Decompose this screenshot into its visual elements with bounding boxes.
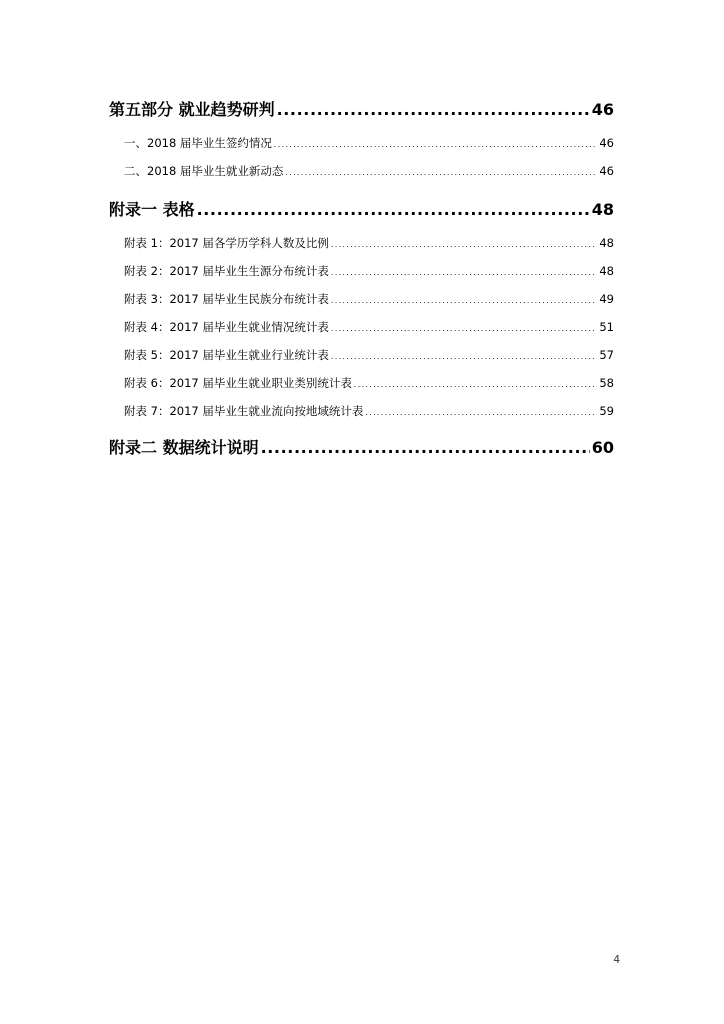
- dot-leader: [331, 240, 597, 249]
- toc-entry-section5[interactable]: [109, 97, 614, 120]
- dot-leader: [331, 268, 597, 277]
- toc-entry-label: 附表 3：2017 届毕业生民族分布统计表: [124, 292, 329, 306]
- toc-entry-label: 附录二 数据统计说明: [109, 438, 259, 457]
- toc-entry-page: 60: [591, 438, 614, 457]
- dot-leader: [354, 380, 597, 389]
- toc-entry-page: 46: [599, 136, 614, 150]
- dot-leader: [365, 408, 597, 417]
- toc-entry-label: 附表 1：2017 届各学历学科人数及比例: [124, 236, 329, 250]
- toc-entry-page: 58: [599, 376, 614, 390]
- toc-entry-page: 57: [599, 348, 614, 362]
- toc-entry-page: 48: [599, 264, 614, 278]
- toc-entry-label: 第五部分 就业趋势研判: [109, 100, 275, 119]
- toc-entry-label: 附表 7：2017 届毕业生就业流向按地域统计表: [124, 404, 364, 418]
- toc-entry-label: 一、2018 届毕业生签约情况: [124, 136, 272, 150]
- toc-entry-table-6[interactable]: [124, 375, 614, 391]
- toc-entry-page: 59: [599, 404, 614, 418]
- toc-entry-table-7[interactable]: [124, 403, 614, 419]
- dot-leader: [277, 100, 590, 119]
- toc-entry-appendix2[interactable]: [109, 435, 614, 458]
- toc-entry-page: 48: [591, 200, 614, 219]
- toc-entry-section5-item-2[interactable]: [124, 163, 614, 179]
- toc-entry-label: 附表 6：2017 届毕业生就业职业类别统计表: [124, 376, 352, 390]
- toc-entry-label: 二、2018 届毕业生就业新动态: [124, 164, 284, 178]
- toc-entry-table-4[interactable]: [124, 319, 614, 335]
- dot-leader: [331, 324, 597, 333]
- toc-entry-table-5[interactable]: [124, 347, 614, 363]
- dot-leader: [285, 168, 597, 177]
- toc-entry-label: 附录一 表格: [109, 200, 195, 219]
- dot-leader: [331, 352, 597, 361]
- toc-entry-page: 51: [599, 320, 614, 334]
- dot-leader: [261, 438, 590, 457]
- toc-entry-table-3[interactable]: [124, 291, 614, 307]
- toc-entry-appendix1[interactable]: [109, 197, 614, 220]
- toc-entry-section5-item-1[interactable]: [124, 135, 614, 151]
- dot-leader: [331, 296, 597, 305]
- toc-entry-page: 46: [599, 164, 614, 178]
- toc-entry-label: 附表 4：2017 届毕业生就业情况统计表: [124, 320, 329, 334]
- toc-entry-page: 49: [599, 292, 614, 306]
- toc-entry-table-1[interactable]: [124, 235, 614, 251]
- page-number: 4: [613, 954, 620, 966]
- toc-entry-table-2[interactable]: [124, 263, 614, 279]
- toc-entry-label: 附表 2：2017 届毕业生生源分布统计表: [124, 264, 329, 278]
- toc-entry-page: 48: [599, 236, 614, 250]
- dot-leader: [197, 200, 590, 219]
- dot-leader: [274, 140, 597, 149]
- toc-entry-page: 46: [591, 100, 614, 119]
- toc-entry-label: 附表 5：2017 届毕业生就业行业统计表: [124, 348, 329, 362]
